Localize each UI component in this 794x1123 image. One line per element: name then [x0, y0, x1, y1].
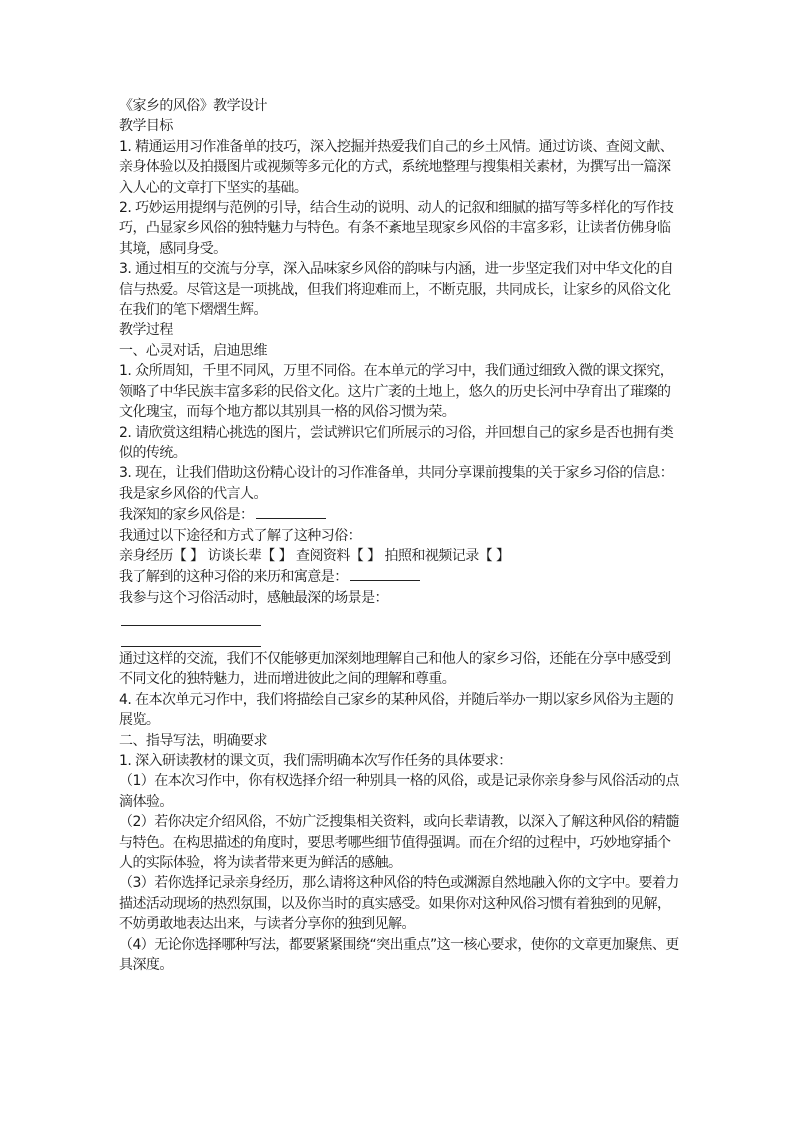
section-1-paragraph-2: 2. 请欣赏这组精心挑选的图片，尝试辨识它们所展示的习俗，并回想自己的家乡是否也拥有类似的传统。 — [119, 424, 674, 461]
goal-2: 2. 巧妙运用提纲与范例的引导，结合生动的说明、动人的记叙和细腻的描写等多样化的写作技巧，凸显家乡风俗的独特魅力与特色。有条不紊地呈现家乡风俗的丰富多彩，让读者仿佛身临其境，感同身受。 — [119, 200, 674, 257]
fill-in-blank — [256, 504, 326, 519]
fill-in-blank — [350, 566, 420, 581]
form-intro: 我是家乡风俗的代言人。 — [119, 485, 267, 502]
section-2-item-2: （2）若你决定介绍风俗，不妨广泛搜集相关资料，或向长辈请教，以深入了解这种风俗的精髓与特色。在构思描述的角度时，要思考哪些细节值得强调。而在介绍的过程中，巧妙地穿插个人的实际体验，将为读者带来更为鲜活的感触。 — [119, 814, 679, 871]
form-ways: 我通过以下途径和方式了解了这种习俗： — [119, 527, 362, 544]
section-1-summary: 通过这样的交流，我们不仅能够更加深刻地理解自己和他人的家乡习俗，还能在分享中感受到不同文化的独特魅力，进而增进彼此之间的理解和尊重。 — [119, 650, 671, 688]
document-body — [119, 96, 679, 975]
form-origin-line — [119, 566, 679, 587]
section-2-item-4: （4）无论你选择哪种写法，都要紧紧围绕“突出重点”这一核心要求，使你的文章更加聚焦、更具深度。 — [119, 936, 679, 974]
process-heading: 教学过程 — [119, 322, 173, 339]
section-1-paragraph-4: 4. 在本次单元习作中，我们将描绘自己家乡的某种风俗，并随后举办一期以家乡风俗为主题的展览。 — [119, 691, 674, 729]
goals-heading: 教学目标 — [119, 118, 173, 135]
section-2-item-1: （1）在本次习作中，你有权选择介绍一种别具一格的风俗，或是记录你亲身参与风俗活动的点滴体验。 — [119, 773, 679, 810]
section-1-paragraph-1: 1. 众所周知，千里不同风，万里不同俗。在本单元的学习中，我们通过细致入微的课文探究，领略了中华民族丰富多彩的民俗文化。这片广袤的土地上，悠久的历史长河中孕育出了璀璨的文化瑰宝，而每个地方都以其别具一格的风俗习惯为荣。 — [119, 363, 674, 421]
document-title: 《家乡的风俗》教学设计 — [119, 98, 267, 114]
form-origin-label: 我了解到的这种习俗的来历和寓意是： — [119, 569, 348, 586]
section-2-heading: 二、指导写法，明确要求 — [119, 732, 267, 749]
form-known-label: 我深知的家乡风俗是： — [119, 507, 254, 524]
answer-line-1 — [119, 608, 679, 628]
section-2-item-3: （3）若你选择记录亲身经历，那么请将这种风俗的特色或渊源自然地融入你的文字中。要着力描述活动现场的热烈氛围，以及你当时的真实感受。如果你对这种风俗习惯有着独到的见解，不妨勇敢地表达出来，与读者分享你的独到见解。 — [119, 875, 679, 933]
goal-3: 3. 通过相互的交流与分享，深入品味家乡风俗的韵味与内涵，进一步坚定我们对中华文化的自信与热爱。尽管这是一项挑战，但我们将迎难而上，不断克服，共同成长，让家乡的风俗文化在我们的笔下熠熠生辉。 — [119, 261, 674, 319]
section-2-paragraph-1: 1. 深入研读教材的课文页，我们需明确本次写作任务的具体要求： — [119, 752, 512, 769]
section-1-paragraph-3: 3. 现在，让我们借助这份精心设计的习作准备单，共同分享课前搜集的关于家乡习俗的信息： — [119, 465, 674, 482]
form-options: 亲身经历【 】 访谈长辈【 】 查阅资料【 】 拍照和视频记录【 】 — [119, 547, 510, 564]
fill-in-blank — [121, 611, 261, 626]
fill-in-blank — [121, 632, 261, 647]
form-known-line — [119, 504, 679, 525]
form-scene: 我参与这个习俗活动时，感触最深的场景是： — [119, 589, 388, 606]
section-1-heading: 一、心灵对话，启迪思维 — [119, 342, 267, 359]
goal-1: 1. 精通运用习作准备单的技巧，深入挖掘并热爱我们自己的乡土风情。通过访谈、查阅文献、亲身体验以及拍摄图片或视频等多元化的方式，系统地整理与搜集相关素材，为撰写出一篇深入人心的文章打下坚实的基础。 — [119, 138, 674, 196]
answer-line-2 — [119, 629, 679, 649]
